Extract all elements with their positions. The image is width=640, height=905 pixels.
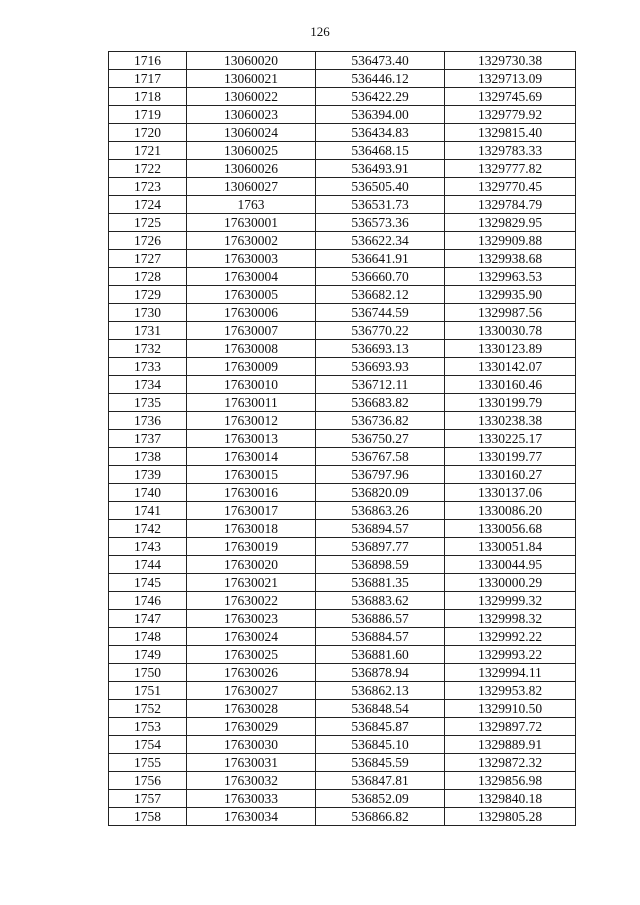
row-index-cell: 1728 — [109, 268, 187, 286]
x-coordinate-cell: 536468.15 — [316, 142, 445, 160]
x-coordinate-cell: 536693.93 — [316, 358, 445, 376]
point-id-cell: 17630012 — [187, 412, 316, 430]
y-coordinate-cell: 1330044.95 — [445, 556, 576, 574]
y-coordinate-cell: 1329856.98 — [445, 772, 576, 790]
x-coordinate-cell: 536897.77 — [316, 538, 445, 556]
y-coordinate-cell: 1330051.84 — [445, 538, 576, 556]
y-coordinate-cell: 1330160.46 — [445, 376, 576, 394]
point-id-cell: 13060024 — [187, 124, 316, 142]
x-coordinate-cell: 536770.22 — [316, 322, 445, 340]
x-coordinate-cell: 536797.96 — [316, 466, 445, 484]
point-id-cell: 13060026 — [187, 160, 316, 178]
point-id-cell: 17630027 — [187, 682, 316, 700]
x-coordinate-cell: 536736.82 — [316, 412, 445, 430]
point-id-cell: 17630016 — [187, 484, 316, 502]
y-coordinate-cell: 1329872.32 — [445, 754, 576, 772]
point-id-cell: 17630017 — [187, 502, 316, 520]
y-coordinate-cell: 1330137.06 — [445, 484, 576, 502]
point-id-cell: 17630013 — [187, 430, 316, 448]
point-id-cell: 17630020 — [187, 556, 316, 574]
table-row — [109, 412, 576, 430]
table-row — [109, 376, 576, 394]
x-coordinate-cell: 536505.40 — [316, 178, 445, 196]
x-coordinate-cell: 536683.82 — [316, 394, 445, 412]
point-id-cell: 17630001 — [187, 214, 316, 232]
row-index-cell: 1745 — [109, 574, 187, 592]
table-row — [109, 772, 576, 790]
y-coordinate-cell: 1329938.68 — [445, 250, 576, 268]
y-coordinate-cell: 1330000.29 — [445, 574, 576, 592]
y-coordinate-cell: 1330086.20 — [445, 502, 576, 520]
row-index-cell: 1752 — [109, 700, 187, 718]
table-row — [109, 124, 576, 142]
point-id-cell: 17630033 — [187, 790, 316, 808]
point-id-cell: 17630011 — [187, 394, 316, 412]
table-row — [109, 718, 576, 736]
page-number: 126 — [310, 24, 330, 39]
y-coordinate-cell: 1329770.45 — [445, 178, 576, 196]
x-coordinate-cell: 536394.00 — [316, 106, 445, 124]
point-id-cell: 17630028 — [187, 700, 316, 718]
x-coordinate-cell: 536712.11 — [316, 376, 445, 394]
table-row — [109, 232, 576, 250]
table-row — [109, 142, 576, 160]
point-id-cell: 17630007 — [187, 322, 316, 340]
x-coordinate-cell: 536767.58 — [316, 448, 445, 466]
row-index-cell: 1747 — [109, 610, 187, 628]
point-id-cell: 17630029 — [187, 718, 316, 736]
x-coordinate-cell: 536863.26 — [316, 502, 445, 520]
x-coordinate-cell: 536493.91 — [316, 160, 445, 178]
row-index-cell: 1739 — [109, 466, 187, 484]
y-coordinate-cell: 1329953.82 — [445, 682, 576, 700]
x-coordinate-cell: 536573.36 — [316, 214, 445, 232]
point-id-cell: 1763 — [187, 196, 316, 214]
x-coordinate-cell: 536845.59 — [316, 754, 445, 772]
point-id-cell: 17630019 — [187, 538, 316, 556]
table-row — [109, 700, 576, 718]
table-row — [109, 358, 576, 376]
y-coordinate-cell: 1329998.32 — [445, 610, 576, 628]
row-index-cell: 1735 — [109, 394, 187, 412]
y-coordinate-cell: 1329999.32 — [445, 592, 576, 610]
table-row — [109, 682, 576, 700]
row-index-cell: 1725 — [109, 214, 187, 232]
point-id-cell: 17630014 — [187, 448, 316, 466]
table-row — [109, 88, 576, 106]
table-row — [109, 736, 576, 754]
y-coordinate-cell: 1329730.38 — [445, 52, 576, 70]
x-coordinate-cell: 536878.94 — [316, 664, 445, 682]
y-coordinate-cell: 1330123.89 — [445, 340, 576, 358]
table-row — [109, 466, 576, 484]
row-index-cell: 1727 — [109, 250, 187, 268]
point-id-cell: 17630022 — [187, 592, 316, 610]
x-coordinate-cell: 536750.27 — [316, 430, 445, 448]
point-id-cell: 17630024 — [187, 628, 316, 646]
table-row — [109, 394, 576, 412]
table-row — [109, 808, 576, 826]
table-row — [109, 52, 576, 70]
x-coordinate-cell: 536434.83 — [316, 124, 445, 142]
row-index-cell: 1744 — [109, 556, 187, 574]
x-coordinate-cell: 536886.57 — [316, 610, 445, 628]
y-coordinate-cell: 1329745.69 — [445, 88, 576, 106]
point-id-cell: 13060023 — [187, 106, 316, 124]
y-coordinate-cell: 1329935.90 — [445, 286, 576, 304]
y-coordinate-cell: 1329805.28 — [445, 808, 576, 826]
x-coordinate-cell: 536473.40 — [316, 52, 445, 70]
y-coordinate-cell: 1329784.79 — [445, 196, 576, 214]
y-coordinate-cell: 1329909.88 — [445, 232, 576, 250]
y-coordinate-cell: 1329910.50 — [445, 700, 576, 718]
y-coordinate-cell: 1330030.78 — [445, 322, 576, 340]
point-id-cell: 17630018 — [187, 520, 316, 538]
x-coordinate-cell: 536845.10 — [316, 736, 445, 754]
x-coordinate-cell: 536744.59 — [316, 304, 445, 322]
table-row — [109, 610, 576, 628]
table-row — [109, 790, 576, 808]
row-index-cell: 1733 — [109, 358, 187, 376]
x-coordinate-cell: 536881.60 — [316, 646, 445, 664]
y-coordinate-cell: 1329994.11 — [445, 664, 576, 682]
row-index-cell: 1722 — [109, 160, 187, 178]
row-index-cell: 1729 — [109, 286, 187, 304]
row-index-cell: 1737 — [109, 430, 187, 448]
y-coordinate-cell: 1329987.56 — [445, 304, 576, 322]
row-index-cell: 1717 — [109, 70, 187, 88]
point-id-cell: 17630021 — [187, 574, 316, 592]
table-row — [109, 196, 576, 214]
row-index-cell: 1734 — [109, 376, 187, 394]
y-coordinate-cell: 1330225.17 — [445, 430, 576, 448]
table-row — [109, 664, 576, 682]
point-id-cell: 17630034 — [187, 808, 316, 826]
point-id-cell: 17630008 — [187, 340, 316, 358]
table-row — [109, 754, 576, 772]
row-index-cell: 1719 — [109, 106, 187, 124]
y-coordinate-cell: 1330142.07 — [445, 358, 576, 376]
row-index-cell: 1724 — [109, 196, 187, 214]
table-row — [109, 178, 576, 196]
y-coordinate-cell: 1329963.53 — [445, 268, 576, 286]
x-coordinate-cell: 536884.57 — [316, 628, 445, 646]
coordinates-table-body — [109, 52, 576, 826]
table-row — [109, 502, 576, 520]
row-index-cell: 1738 — [109, 448, 187, 466]
row-index-cell: 1723 — [109, 178, 187, 196]
y-coordinate-cell: 1329992.22 — [445, 628, 576, 646]
coordinates-table — [108, 51, 576, 826]
row-index-cell: 1741 — [109, 502, 187, 520]
table-row — [109, 304, 576, 322]
y-coordinate-cell: 1329829.95 — [445, 214, 576, 232]
x-coordinate-cell: 536852.09 — [316, 790, 445, 808]
table-row — [109, 70, 576, 88]
x-coordinate-cell: 536847.81 — [316, 772, 445, 790]
y-coordinate-cell: 1329993.22 — [445, 646, 576, 664]
row-index-cell: 1758 — [109, 808, 187, 826]
row-index-cell: 1718 — [109, 88, 187, 106]
row-index-cell: 1721 — [109, 142, 187, 160]
row-index-cell: 1736 — [109, 412, 187, 430]
y-coordinate-cell: 1330238.38 — [445, 412, 576, 430]
table-row — [109, 250, 576, 268]
x-coordinate-cell: 536862.13 — [316, 682, 445, 700]
row-index-cell: 1731 — [109, 322, 187, 340]
table-row — [109, 520, 576, 538]
row-index-cell: 1754 — [109, 736, 187, 754]
point-id-cell: 17630025 — [187, 646, 316, 664]
y-coordinate-cell: 1329779.92 — [445, 106, 576, 124]
row-index-cell: 1716 — [109, 52, 187, 70]
x-coordinate-cell: 536422.29 — [316, 88, 445, 106]
point-id-cell: 17630030 — [187, 736, 316, 754]
table-row — [109, 628, 576, 646]
table-row — [109, 448, 576, 466]
point-id-cell: 17630015 — [187, 466, 316, 484]
x-coordinate-cell: 536641.91 — [316, 250, 445, 268]
row-index-cell: 1756 — [109, 772, 187, 790]
point-id-cell: 17630004 — [187, 268, 316, 286]
point-id-cell: 17630002 — [187, 232, 316, 250]
point-id-cell: 17630009 — [187, 358, 316, 376]
row-index-cell: 1720 — [109, 124, 187, 142]
row-index-cell: 1750 — [109, 664, 187, 682]
point-id-cell: 17630031 — [187, 754, 316, 772]
x-coordinate-cell: 536820.09 — [316, 484, 445, 502]
table-row — [109, 160, 576, 178]
row-index-cell: 1751 — [109, 682, 187, 700]
x-coordinate-cell: 536682.12 — [316, 286, 445, 304]
row-index-cell: 1753 — [109, 718, 187, 736]
x-coordinate-cell: 536898.59 — [316, 556, 445, 574]
y-coordinate-cell: 1330199.79 — [445, 394, 576, 412]
x-coordinate-cell: 536848.54 — [316, 700, 445, 718]
y-coordinate-cell: 1329897.72 — [445, 718, 576, 736]
y-coordinate-cell: 1330160.27 — [445, 466, 576, 484]
x-coordinate-cell: 536446.12 — [316, 70, 445, 88]
row-index-cell: 1748 — [109, 628, 187, 646]
point-id-cell: 17630026 — [187, 664, 316, 682]
row-index-cell: 1755 — [109, 754, 187, 772]
y-coordinate-cell: 1329815.40 — [445, 124, 576, 142]
x-coordinate-cell: 536622.34 — [316, 232, 445, 250]
x-coordinate-cell: 536881.35 — [316, 574, 445, 592]
table-row — [109, 538, 576, 556]
y-coordinate-cell: 1329777.82 — [445, 160, 576, 178]
table-row — [109, 484, 576, 502]
point-id-cell: 13060021 — [187, 70, 316, 88]
point-id-cell: 13060027 — [187, 178, 316, 196]
y-coordinate-cell: 1330056.68 — [445, 520, 576, 538]
x-coordinate-cell: 536866.82 — [316, 808, 445, 826]
x-coordinate-cell: 536693.13 — [316, 340, 445, 358]
table-row — [109, 214, 576, 232]
row-index-cell: 1749 — [109, 646, 187, 664]
y-coordinate-cell: 1329713.09 — [445, 70, 576, 88]
point-id-cell: 13060020 — [187, 52, 316, 70]
table-row — [109, 646, 576, 664]
table-row — [109, 268, 576, 286]
row-index-cell: 1726 — [109, 232, 187, 250]
point-id-cell: 17630010 — [187, 376, 316, 394]
table-row — [109, 322, 576, 340]
point-id-cell: 17630032 — [187, 772, 316, 790]
table-row — [109, 286, 576, 304]
row-index-cell: 1732 — [109, 340, 187, 358]
row-index-cell: 1742 — [109, 520, 187, 538]
x-coordinate-cell: 536845.87 — [316, 718, 445, 736]
table-row — [109, 574, 576, 592]
y-coordinate-cell: 1329783.33 — [445, 142, 576, 160]
y-coordinate-cell: 1330199.77 — [445, 448, 576, 466]
row-index-cell: 1757 — [109, 790, 187, 808]
table-row — [109, 592, 576, 610]
point-id-cell: 13060025 — [187, 142, 316, 160]
table-row — [109, 106, 576, 124]
table-row — [109, 556, 576, 574]
x-coordinate-cell: 536531.73 — [316, 196, 445, 214]
row-index-cell: 1730 — [109, 304, 187, 322]
point-id-cell: 17630003 — [187, 250, 316, 268]
x-coordinate-cell: 536660.70 — [316, 268, 445, 286]
point-id-cell: 17630005 — [187, 286, 316, 304]
point-id-cell: 13060022 — [187, 88, 316, 106]
y-coordinate-cell: 1329889.91 — [445, 736, 576, 754]
point-id-cell: 17630006 — [187, 304, 316, 322]
y-coordinate-cell: 1329840.18 — [445, 790, 576, 808]
row-index-cell: 1740 — [109, 484, 187, 502]
table-row — [109, 430, 576, 448]
x-coordinate-cell: 536883.62 — [316, 592, 445, 610]
row-index-cell: 1743 — [109, 538, 187, 556]
row-index-cell: 1746 — [109, 592, 187, 610]
table-row — [109, 340, 576, 358]
x-coordinate-cell: 536894.57 — [316, 520, 445, 538]
point-id-cell: 17630023 — [187, 610, 316, 628]
